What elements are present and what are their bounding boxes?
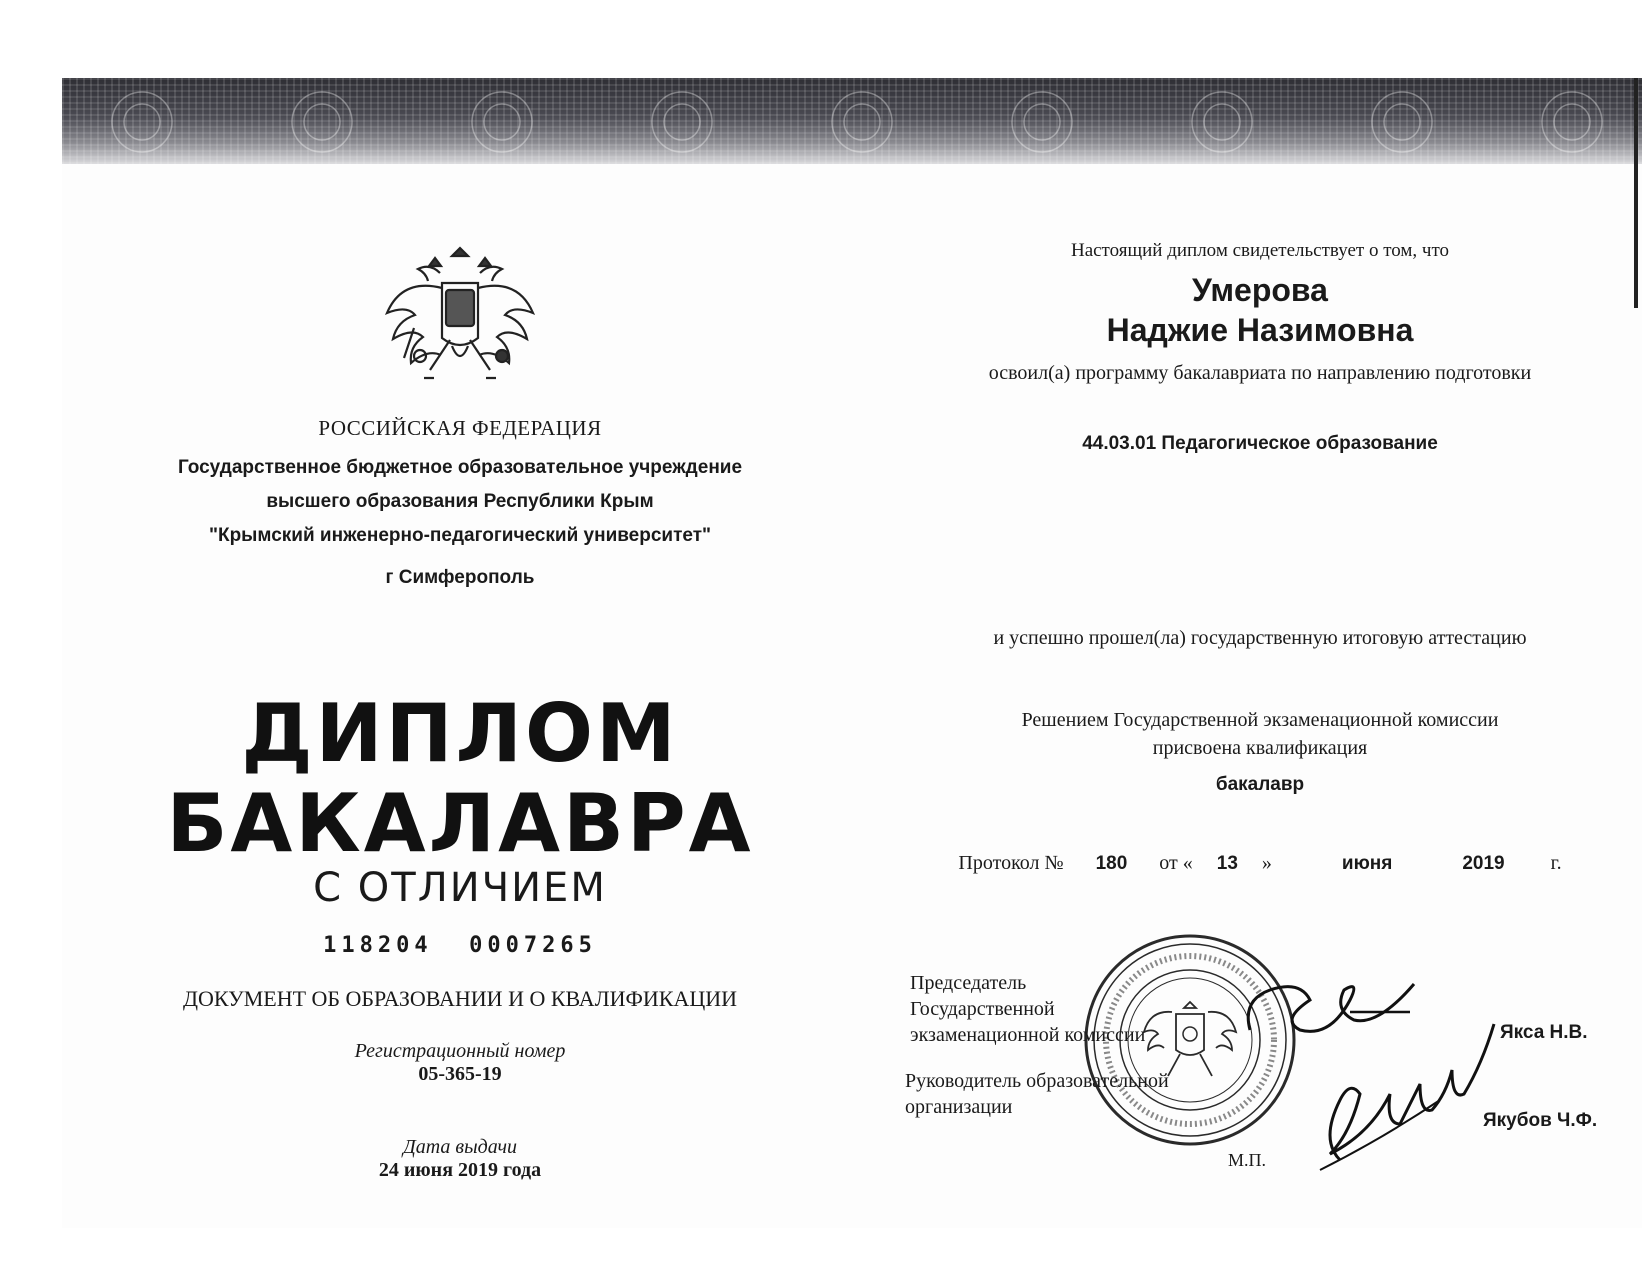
commission-decision xyxy=(900,706,1620,762)
protocol-close-quote: » xyxy=(1261,852,1272,874)
seal-place-mark: М.П. xyxy=(1228,1150,1267,1170)
institution-line-1: Государственное бюджетное образовательное учреждение xyxy=(177,457,743,478)
attestation-text: и успешно прошел(ла) государственную итоговую аттестацию xyxy=(993,627,1527,649)
chair-name: Якса Н.В. xyxy=(1500,1022,1588,1043)
protocol-number: 180 xyxy=(1095,853,1128,874)
graduate-first-names: Наджие Назимовна xyxy=(1106,312,1414,348)
diploma-title-line-2: БАКАЛАВРА xyxy=(166,777,754,870)
protocol-label: Протокол № xyxy=(958,852,1064,874)
chair-title-line-3: экзаменационной комиссии xyxy=(910,1024,1146,1046)
institution-name xyxy=(100,451,820,553)
registration-number-label: Регистрационный номер xyxy=(354,1040,566,1062)
page-edge-line xyxy=(1634,78,1638,308)
certifies-intro: Настоящий диплом свидетельствует о том, что xyxy=(1070,240,1450,261)
diploma-title-line-1: ДИПЛОМ xyxy=(241,687,679,780)
head-title xyxy=(905,1068,1205,1120)
country-name: РОССИЙСКАЯ ФЕДЕРАЦИЯ xyxy=(318,416,602,440)
head-title-line-1: Руководитель образовательной xyxy=(905,1070,1169,1092)
diploma-serial-number: 118204 0007265 xyxy=(323,933,597,958)
protocol-from-label: от « xyxy=(1159,852,1193,874)
city: г Симферополь xyxy=(385,567,535,588)
right-page xyxy=(900,200,1620,875)
protocol-year: 2019 xyxy=(1462,853,1505,874)
decision-line-2: присвоена квалификация xyxy=(1152,737,1368,759)
diploma-honors-subtitle: С ОТЛИЧИЕМ xyxy=(313,865,607,911)
left-page xyxy=(100,200,820,1182)
graduate-last-name: Умерова xyxy=(1192,272,1328,308)
head-signature xyxy=(1300,1010,1520,1180)
head-title-line-2: организации xyxy=(905,1096,1013,1118)
qualification: бакалавр xyxy=(1215,774,1305,795)
issue-date-label: Дата выдачи xyxy=(402,1136,518,1158)
protocol-line xyxy=(900,852,1620,875)
document-kind: ДОКУМЕНТ ОБ ОБРАЗОВАНИИ И О КВАЛИФИКАЦИИ xyxy=(182,986,737,1011)
protocol-day: 13 xyxy=(1216,853,1238,874)
head-name: Якубов Ч.Ф. xyxy=(1483,1110,1598,1131)
issue-date: 24 июня 2019 года xyxy=(378,1159,542,1181)
chair-title xyxy=(910,970,1170,1048)
program-text: освоил(а) программу бакалавриата по направлению подготовки xyxy=(988,362,1532,384)
chair-title-line-1: Председатель xyxy=(910,972,1027,994)
specialty: 44.03.01 Педагогическое образование xyxy=(1082,433,1438,454)
protocol-year-suffix: г. xyxy=(1550,852,1562,874)
decision-line-1: Решением Государственной экзаменационной комиссии xyxy=(1021,709,1499,731)
protocol-month: июня xyxy=(1341,853,1393,874)
registration-number: 05-365-19 xyxy=(418,1063,502,1085)
chair-title-line-2: Государственной xyxy=(910,998,1055,1020)
institution-line-2: высшего образования Республики Крым xyxy=(266,491,654,512)
band-rosette-pattern xyxy=(62,82,1642,162)
institution-line-3: "Крымский инженерно-педагогический университет" xyxy=(208,525,712,546)
double-headed-eagle-emblem-icon xyxy=(380,228,540,408)
